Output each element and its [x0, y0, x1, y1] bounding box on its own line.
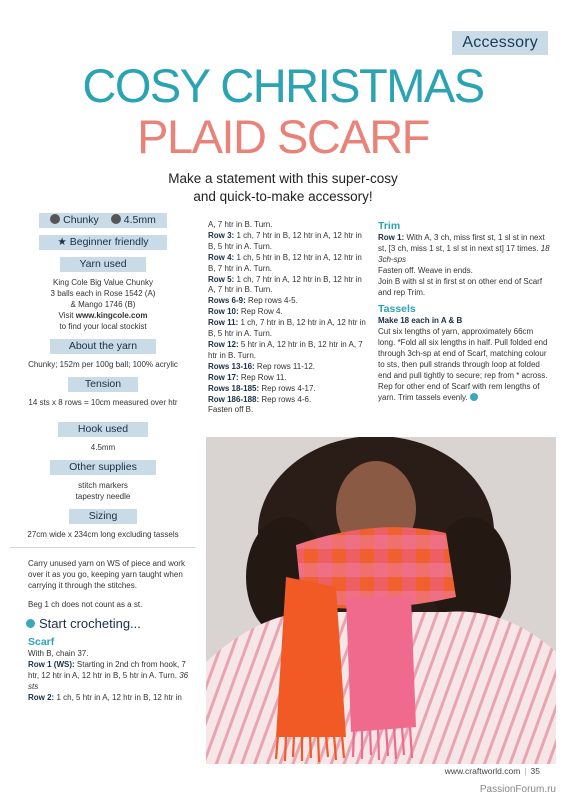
row-item: Row 3: 1 ch, 7 htr in B, 12 htr in A, 12 htr in B, 5 htr in A. Turn. — [208, 230, 362, 251]
trim-row1: Row 1: With A, 3 ch, miss first st, 1 sl st in next st, [3 ch, miss 1 st, 1 sl st in next st] 17 times. 18 3ch-sps — [378, 233, 550, 264]
other-supplies-heading: Other supplies — [50, 460, 156, 475]
section-label: Accessory — [452, 31, 548, 55]
tassels-make: Make 18 each in A & B — [378, 316, 463, 326]
page-number: 35 — [530, 766, 540, 776]
hook-used-heading: Hook used — [58, 422, 148, 437]
row-item: Fasten off B. — [208, 405, 254, 415]
trim-fasten-off: Fasten off. Weave in ends. — [378, 265, 473, 275]
scarf-pattern: With B, chain 37. Row 1 (WS): Starting in 2nd ch from hook, 7 htr, 12 htr in A, 12 htr in B, 5 htr in A. Turn. 36 sts Row 2: 1 ch, 5 htr in A, 12 htr in B, 12 htr in — [28, 649, 189, 702]
row-item: Rows 18-185: Rep rows 4-17. — [208, 383, 316, 393]
row-item: Row 5: 1 ch, 7 htr in A, 12 htr in B, 12 htr in A, 7 htr in B. Turn. — [208, 274, 362, 295]
yarn-ball-icon — [50, 214, 60, 224]
hook-icon — [111, 214, 121, 224]
row-item: Rows 6-9: Rep rows 4-5. — [208, 296, 298, 306]
footer-url[interactable]: www.craftworld.com — [444, 766, 521, 776]
other-supplies-list: stitch markers tapestry needle — [75, 481, 131, 501]
tension-heading: Tension — [68, 377, 138, 392]
trim-tassels-column — [378, 218, 550, 404]
yarn-used-details: King Cole Big Value Chunky 3 balls each in Rose 1542 (A) & Mango 1746 (B) Visit www.kingcole.com to find your local stockist — [50, 278, 156, 331]
trim-join: Join B with sl st in first st on other end of Scarf and rep Trim. — [378, 276, 543, 297]
level-badge: ★ Beginner friendly — [39, 235, 167, 250]
note-beg-ch: Beg 1 ch does not count as a st. — [28, 600, 143, 609]
standfirst — [0, 170, 566, 206]
row-item: Rows 13-16: Rep rows 11-12. — [208, 361, 316, 371]
row-item: Row 186-188: Rep rows 4-6. — [208, 394, 312, 404]
sizing-heading: Sizing — [69, 509, 137, 524]
about-yarn-heading: About the yarn — [50, 339, 156, 354]
kingcole-link[interactable]: www.kingcole.com — [75, 311, 148, 320]
tension-text: 14 sts x 8 rows = 10cm measured over htr — [28, 398, 178, 407]
stats-box — [39, 213, 167, 228]
about-yarn-text: Chunky; 152m per 100g ball; 100% acrylic — [28, 360, 178, 369]
standfirst-line-1: Make a statement with this super-cosy — [168, 171, 398, 186]
scarf-photo-illustration — [206, 437, 556, 764]
bullet-icon — [26, 619, 35, 628]
tassels-heading: Tassels — [378, 303, 416, 316]
model-photo — [206, 437, 556, 764]
note-carry-yarn: Carry unused yarn on WS of piece and work over it as you go, keeping yarn taught when carrying it through the stitches. — [28, 559, 185, 590]
row-item: A, 7 htr in B. Turn. — [208, 220, 273, 229]
info-column — [10, 213, 196, 703]
title-line-2: PLAID SCARF — [137, 110, 429, 163]
row-item: Row 11: 1 ch, 7 htr in B, 12 htr in A, 12 htr in B, 5 htr in A. Turn. — [208, 318, 366, 339]
hook-size: 4.5mm — [123, 214, 156, 226]
yarn-used-heading: Yarn used — [60, 257, 146, 272]
divider — [10, 547, 196, 548]
title-line-1: COSY CHRISTMAS — [82, 59, 484, 112]
row-item: Row 12: 5 htr in A, 12 htr in B, 12 htr in A, 7 htr in B. Turn. — [208, 339, 363, 360]
watermark: PassionForum.ru — [479, 784, 556, 795]
tassels-text: Cut six lengths of yarn, approximately 66cm long. *Fold all six lengths in half. Pull folded end through 3ch-sp at end of Scarf, matching colour to sts, then pull strands through loop at folded end and pull tightly to secure; rep from * across. Rep for other end of Scarf with rem lengths of yarn. Trim tassels evenly. — [378, 327, 548, 402]
scarf-heading: Scarf — [28, 636, 55, 648]
sizing-text: 27cm wide x 234cm long excluding tassels — [27, 530, 179, 539]
row-item: Row 10: Rep Row 4. — [208, 307, 283, 317]
row-item: Row 4: 1 ch, 5 htr in B, 12 htr in A, 12 htr in B, 7 htr in A. Turn. — [208, 252, 362, 273]
yarn-weight: Chunky — [63, 214, 99, 226]
row-item: Row 17: Rep Row 11. — [208, 372, 287, 382]
standfirst-line-2: and quick-to-make accessory! — [193, 189, 373, 204]
end-mark-icon — [470, 393, 478, 401]
pattern-rows-column — [208, 220, 370, 416]
hook-used-text: 4.5mm — [90, 443, 116, 452]
start-crocheting-heading: Start crocheting... — [10, 618, 196, 629]
footer: www.craftworld.com | 35 — [444, 766, 540, 776]
trim-heading: Trim — [378, 220, 401, 232]
